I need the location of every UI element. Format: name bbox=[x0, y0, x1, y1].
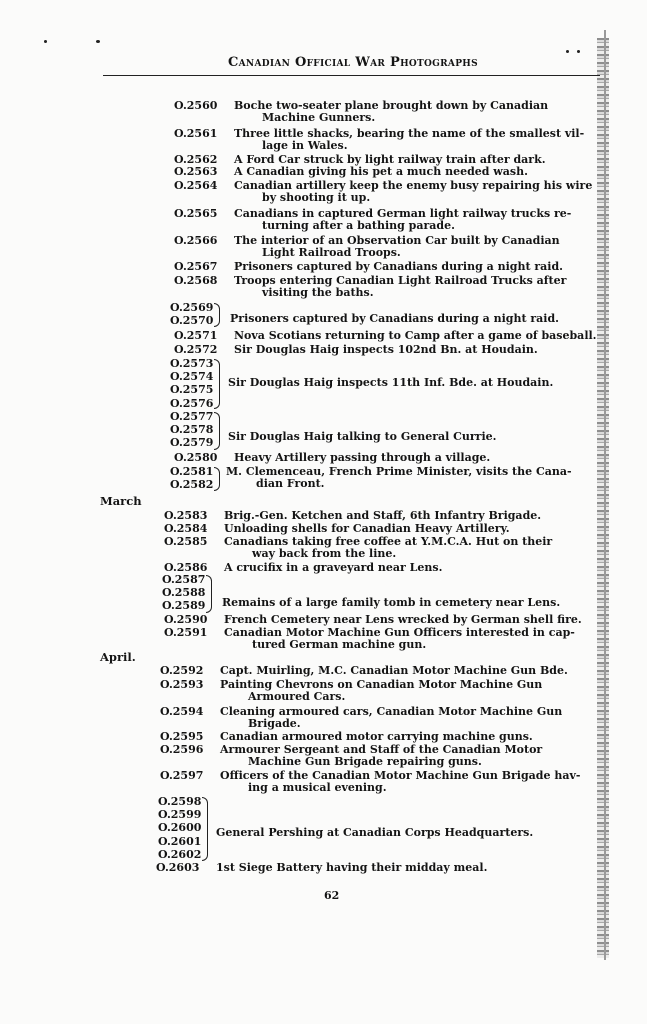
caption-continuation: Brigade. bbox=[248, 716, 301, 730]
caption-line: Canadian artillery keep the enemy busy repairing his wire bbox=[234, 179, 593, 192]
caption-line: Three little shacks, bearing the name of the smallest vil- bbox=[234, 127, 585, 140]
entry-caption bbox=[220, 744, 586, 767]
caption-continuation: ing a musical evening. bbox=[248, 780, 387, 794]
caption-line: Cleaning armoured cars, Canadian Motor Machine Gun bbox=[220, 705, 563, 718]
entry-code: O.2564 bbox=[174, 179, 218, 192]
entry-caption bbox=[224, 510, 590, 522]
entry-code: O.2591 bbox=[164, 626, 208, 639]
caption-line: Canadian Motor Machine Gun Officers interested in cap- bbox=[224, 626, 575, 639]
entry-caption bbox=[234, 261, 600, 273]
caption-line: Capt. Muirling, M.C. Canadian Motor Machine Gun Bde. bbox=[220, 664, 568, 677]
entry-code: O.2601 bbox=[158, 834, 202, 848]
entry-caption bbox=[234, 128, 600, 151]
entry-caption bbox=[220, 731, 586, 743]
entry-caption bbox=[224, 614, 590, 626]
caption-continuation: visiting the baths. bbox=[262, 285, 374, 299]
page-number: 62 bbox=[324, 889, 340, 902]
caption-line: Heavy Artillery passing through a village. bbox=[234, 451, 491, 464]
grouping-brace bbox=[214, 412, 220, 450]
entry-code: O.2569 bbox=[170, 301, 214, 314]
grouped-codes bbox=[170, 410, 213, 450]
month-heading: April. bbox=[100, 650, 136, 664]
caption-continuation: tured German machine gun. bbox=[252, 637, 427, 651]
entry-code: O.2576 bbox=[170, 396, 214, 410]
page-edge-line bbox=[604, 30, 606, 960]
caption-line: The interior of an Observation Car built by Canadian bbox=[234, 234, 560, 247]
group-caption: General Pershing at Canadian Corps Headquarters. bbox=[216, 826, 534, 839]
entry-caption bbox=[216, 862, 582, 874]
group-caption bbox=[226, 466, 572, 489]
group-caption: Sir Douglas Haig talking to General Currie. bbox=[228, 430, 497, 443]
entry-caption bbox=[234, 330, 600, 342]
entry-code: O.2575 bbox=[170, 383, 214, 397]
grouped-codes bbox=[170, 301, 213, 327]
entry-code: O.2584 bbox=[164, 522, 208, 535]
entry-caption bbox=[224, 523, 590, 535]
entry-caption bbox=[234, 208, 600, 231]
entry-code: O.2583 bbox=[164, 509, 208, 522]
caption-continuation: Machine Gunners. bbox=[262, 110, 376, 124]
caption-line: Troops entering Canadian Light Railroad Trucks after bbox=[234, 274, 567, 287]
caption-continuation: Armoured Cars. bbox=[248, 689, 346, 703]
caption-line: A Ford Car struck by light railway train after dark. bbox=[234, 153, 546, 166]
caption-line: Prisoners captured by Canadians during a night raid. bbox=[234, 260, 563, 273]
entry-code: O.2582 bbox=[170, 478, 214, 492]
entry-code: O.2563 bbox=[174, 165, 218, 178]
entry-caption bbox=[220, 665, 586, 677]
caption-line: Canadians in captured German light railway trucks re- bbox=[234, 207, 572, 220]
grouped-codes bbox=[170, 465, 213, 491]
caption-line: M. Clemenceau, French Prime Minister, visits the Cana- bbox=[226, 465, 572, 478]
entry-caption bbox=[220, 706, 586, 729]
caption-continuation: dian Front. bbox=[256, 476, 325, 490]
grouping-brace bbox=[214, 359, 220, 409]
entry-code: O.2598 bbox=[158, 795, 202, 808]
caption-line: Canadian armoured motor carrying machine guns. bbox=[220, 730, 533, 743]
caption-line: Boche two-seater plane brought down by Canadian bbox=[234, 99, 549, 112]
caption-continuation: Machine Gun Brigade repairing guns. bbox=[248, 754, 482, 768]
entry-code: O.2574 bbox=[170, 370, 214, 384]
group-caption: Remains of a large family tomb in cemetery near Lens. bbox=[222, 596, 561, 609]
entry-code: O.2571 bbox=[174, 329, 218, 342]
entry-code: O.2578 bbox=[170, 423, 214, 437]
entry-code: O.2577 bbox=[170, 410, 214, 423]
entry-code: O.2585 bbox=[164, 535, 208, 548]
grouping-brace bbox=[206, 575, 212, 613]
entry-code: O.2590 bbox=[164, 613, 208, 626]
entry-code: O.2589 bbox=[162, 599, 206, 613]
entry-caption bbox=[234, 452, 600, 464]
grouped-codes bbox=[158, 795, 201, 861]
entry-code: O.2565 bbox=[174, 207, 218, 220]
header-rule bbox=[103, 75, 600, 76]
caption-line: Sir Douglas Haig inspects 102nd Bn. at Houdain. bbox=[234, 343, 538, 356]
entry-code: O.2562 bbox=[174, 153, 218, 166]
entry-caption bbox=[234, 275, 600, 298]
group-caption: Prisoners captured by Canadians during a night raid. bbox=[230, 312, 559, 325]
caption-line: Nova Scotians returning to Camp after a game of baseball. bbox=[234, 329, 597, 342]
scan-speck bbox=[566, 50, 569, 53]
entry-caption bbox=[234, 180, 600, 203]
caption-line: Officers of the Canadian Motor Machine Gun Brigade hav- bbox=[220, 769, 581, 782]
entry-code: O.2572 bbox=[174, 343, 218, 356]
entry-caption bbox=[234, 100, 600, 123]
entry-caption bbox=[224, 562, 590, 574]
group-caption: Sir Douglas Haig inspects 11th Inf. Bde. at Houdain. bbox=[228, 376, 554, 389]
entry-caption bbox=[234, 344, 600, 356]
caption-line: A crucifix in a graveyard near Lens. bbox=[224, 561, 443, 574]
scan-speck bbox=[44, 40, 47, 43]
entry-code: O.2603 bbox=[156, 861, 200, 874]
caption-line: Armourer Sergeant and Staff of the Canadian Motor bbox=[220, 743, 543, 756]
caption-line: A Canadian giving his pet a much needed wash. bbox=[234, 165, 528, 178]
caption-line: Unloading shells for Canadian Heavy Artillery. bbox=[224, 522, 510, 535]
entry-code: O.2586 bbox=[164, 561, 208, 574]
entry-code: O.2570 bbox=[170, 314, 214, 328]
caption-continuation: turning after a bathing parade. bbox=[262, 218, 455, 232]
running-header: Canadian Official War Photographs bbox=[228, 55, 478, 70]
caption-line: 1st Siege Battery having their midday meal. bbox=[216, 861, 488, 874]
entry-caption bbox=[234, 154, 600, 166]
grouping-brace bbox=[202, 797, 208, 861]
entry-code: O.2595 bbox=[160, 730, 204, 743]
entry-code: O.2600 bbox=[158, 821, 202, 835]
month-heading: March bbox=[100, 494, 142, 508]
caption-line: Canadians taking free coffee at Y.M.C.A. Hut on their bbox=[224, 535, 553, 548]
entry-caption bbox=[234, 166, 600, 178]
entry-code: O.2567 bbox=[174, 260, 218, 273]
entry-code: O.2581 bbox=[170, 465, 214, 478]
caption-continuation: way back from the line. bbox=[252, 546, 397, 560]
entry-code: O.2596 bbox=[160, 743, 204, 756]
scan-speck bbox=[577, 50, 580, 53]
entry-code: O.2580 bbox=[174, 451, 218, 464]
entry-code: O.2587 bbox=[162, 573, 206, 586]
entry-code: O.2573 bbox=[170, 357, 214, 370]
entry-code: O.2593 bbox=[160, 678, 204, 691]
entry-caption bbox=[224, 627, 590, 650]
entry-caption bbox=[220, 679, 586, 702]
grouped-codes bbox=[162, 573, 205, 613]
entry-code: O.2597 bbox=[160, 769, 204, 782]
entry-code: O.2599 bbox=[158, 808, 202, 822]
entry-code: O.2592 bbox=[160, 664, 204, 677]
caption-continuation: by shooting it up. bbox=[262, 190, 371, 204]
entry-caption bbox=[220, 770, 586, 793]
caption-continuation: Light Railroad Troops. bbox=[262, 245, 401, 259]
grouping-brace bbox=[214, 303, 220, 327]
grouped-codes bbox=[170, 357, 213, 410]
caption-line: Painting Chevrons on Canadian Motor Machine Gun bbox=[220, 678, 543, 691]
entry-code: O.2602 bbox=[158, 847, 202, 861]
entry-code: O.2566 bbox=[174, 234, 218, 247]
caption-continuation: lage in Wales. bbox=[262, 138, 348, 152]
entry-code: O.2588 bbox=[162, 586, 206, 600]
grouping-brace bbox=[214, 467, 220, 491]
caption-line: French Cemetery near Lens wrecked by German shell fire. bbox=[224, 613, 582, 626]
entry-caption bbox=[224, 536, 590, 559]
entry-caption bbox=[234, 235, 600, 258]
entry-code: O.2560 bbox=[174, 99, 218, 112]
entry-code: O.2568 bbox=[174, 274, 218, 287]
entry-code: O.2594 bbox=[160, 705, 204, 718]
entry-code: O.2561 bbox=[174, 127, 218, 140]
entry-code: O.2579 bbox=[170, 436, 214, 450]
scan-speck bbox=[96, 40, 100, 43]
caption-line: Brig.-Gen. Ketchen and Staff, 6th Infantry Brigade. bbox=[224, 509, 542, 522]
